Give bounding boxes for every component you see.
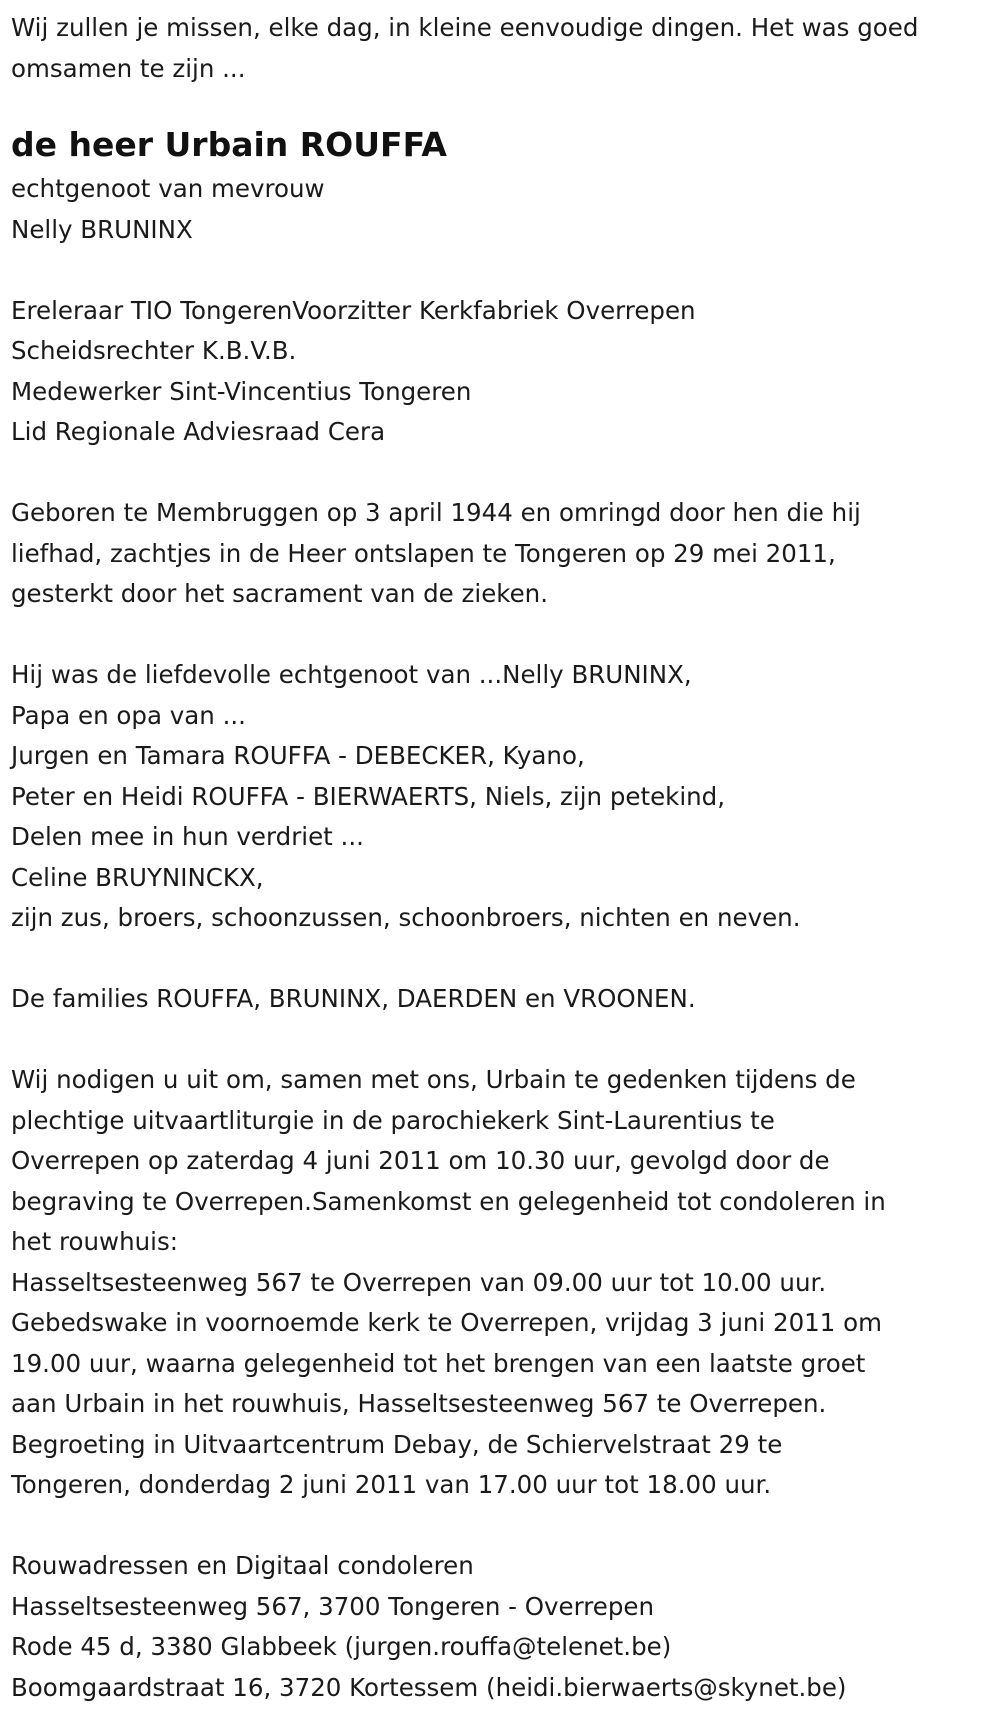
spouse-line: Nelly BRUNINX [11,214,193,244]
intro-text [11,8,992,89]
role-line: Scheidsrechter K.B.V.B. [11,336,297,365]
address-text: ) [836,1672,847,1702]
address-text: Rode 45 d, 3380 Glabbeek ( [11,1632,355,1661]
roles-list [11,291,992,453]
role-line: Medewerker Sint-Vincentius Tongeren [11,376,472,406]
deceased-name-title: de heer Urbain ROUFFA [11,125,447,164]
role-line: Ereleraar TIO TongerenVoorzitter Kerkfabriek Overrepen [11,295,696,325]
family-paragraph [11,655,992,939]
family-line: Delen mee in hun verdriet ... [11,822,364,851]
birth-death-line: liefhad, zachtjes in de Heer ontslapen te Tongeren op 29 mei 2011, [11,538,836,568]
addresses-heading: Rouwadressen en Digitaal condoleren [11,1551,474,1580]
birth-death-paragraph [11,493,992,615]
mourning-addresses [11,1546,992,1708]
email-link-heidi[interactable]: heidi.bierwaerts@skynet.be [495,1672,837,1702]
birth-death-line: gesterkt door het sacrament van de zieken. [11,579,548,608]
address-line [11,1668,992,1709]
address-line: Hasseltsesteenweg 567, 3700 Tongeren - Overrepen [11,1591,655,1621]
birth-death-line: Geboren te Membruggen op 3 april 1944 en omringd door hen die hij [11,498,861,527]
ceremony-line: Hasseltsesteenweg 567 te Overrepen van 09.00 uur tot 10.00 uur. [11,1267,827,1297]
ceremony-line: Gebedswake in voornoemde kerk te Overrepen, vrijdag 3 juni 2011 om [11,1308,882,1337]
ceremony-line: Wij nodigen u uit om, samen met ons, Urbain te gedenken tijdens de [11,1065,856,1094]
family-line: Papa en opa van ... [11,700,246,730]
role-line: Lid Regionale Adviesraad Cera [11,417,386,446]
address-line [11,1627,992,1668]
spouse-line: echtgenoot van mevrouw [11,174,325,203]
ceremony-line: Overrepen op zaterdag 4 juni 2011 om 10.30 uur, gevolgd door de [11,1146,830,1175]
ceremony-line: Begroeting in Uitvaartcentrum Debay, de Schiervelstraat 29 te [11,1429,783,1459]
email-link-jurgen[interactable]: jurgen.rouffa@telenet.be [354,1632,662,1661]
families-line: De families ROUFFA, BRUNINX, DAERDEN en VROONEN. [11,984,696,1013]
family-line: Peter en Heidi ROUFFA - BIERWAERTS, Niels, zijn petekind, [11,781,726,811]
family-line: zijn zus, broers, schoonzussen, schoonbroers, nichten en neven. [11,903,801,932]
address-text: ) [661,1632,672,1661]
ceremony-line: Tongeren, donderdag 2 juni 2011 van 17.00 uur tot 18.00 uur. [11,1470,772,1499]
ceremony-line: 19.00 uur, waarna gelegenheid tot het brengen van een laatste groet [11,1348,866,1378]
family-line: Celine BRUYNINCKX, [11,862,264,892]
intro-line: Wij zullen je missen, elke dag, in kleine eenvoudige dingen. Het was goed [11,13,919,42]
ceremony-paragraph [11,1060,992,1506]
intro-line: omsamen te zijn ... [11,53,246,83]
ceremony-line: begraving te Overrepen.Samenkomst en gelegenheid tot condoleren in [11,1186,886,1216]
address-text: Boomgaardstraat 16, 3720 Kortessem ( [11,1672,496,1702]
family-line: Jurgen en Tamara ROUFFA - DEBECKER, Kyano, [11,741,585,770]
ceremony-line: het rouwhuis: [11,1227,178,1256]
ceremony-line: aan Urbain in het rouwhuis, Hasseltsesteenweg 567 te Overrepen. [11,1389,827,1418]
spouse-info [11,169,992,250]
ceremony-line: plechtige uitvaartliturgie in de parochiekerk Sint-Laurentius te [11,1105,775,1135]
family-line: Hij was de liefdevolle echtgenoot van ...Nelly BRUNINX, [11,660,692,689]
